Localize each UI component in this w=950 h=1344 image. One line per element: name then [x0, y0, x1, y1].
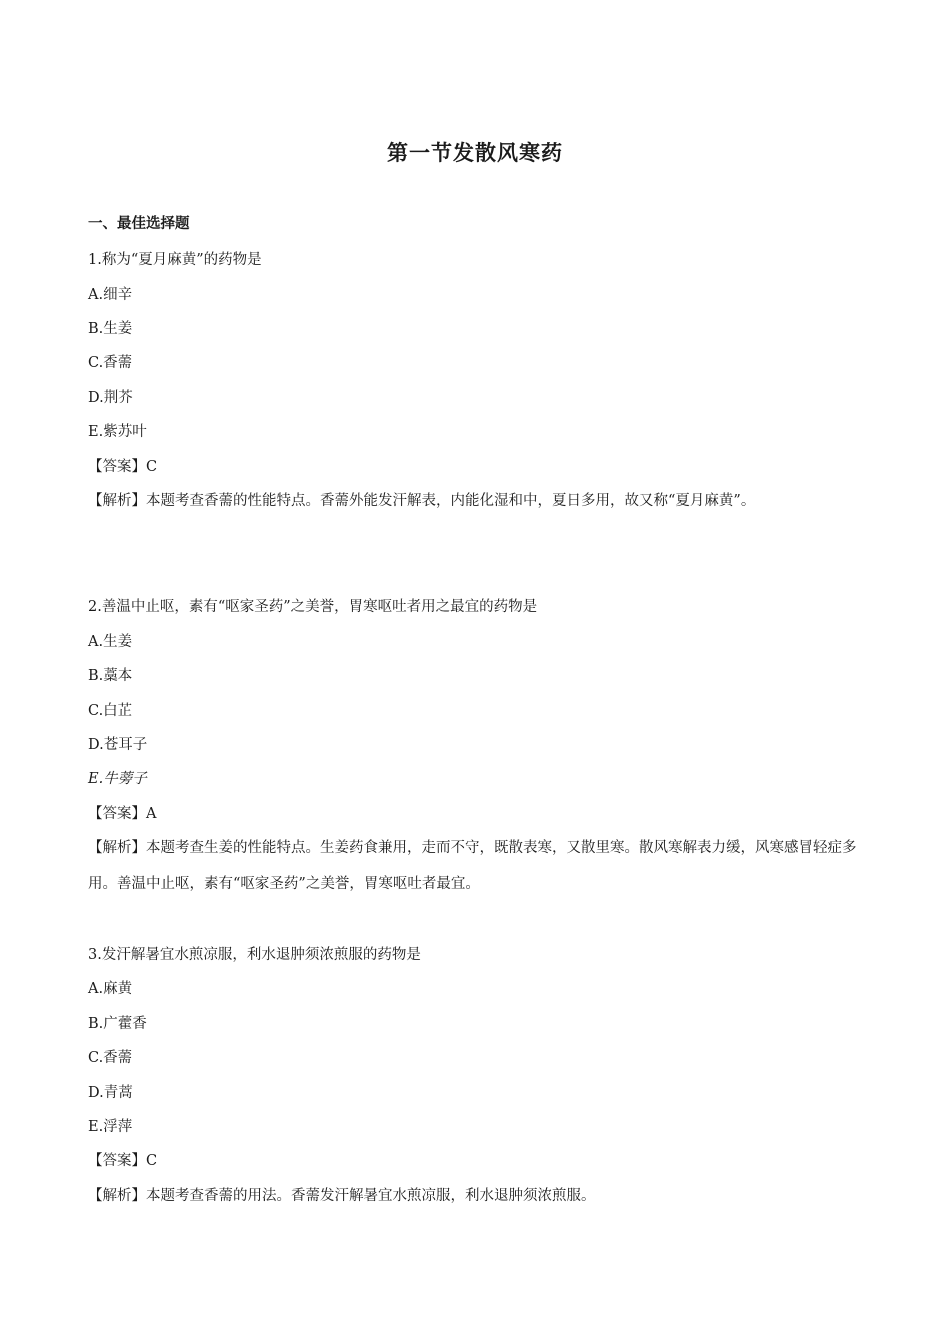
question-3-stem: 3.发汗解暑宜水煎凉服，利水退肿须浓煎服的药物是 — [88, 947, 421, 963]
question-1-answer: 【答案】C — [88, 459, 158, 475]
question-1-option-c: C.香薷 — [88, 355, 133, 371]
question-1-option-a: A.细辛 — [88, 287, 133, 303]
question-2-stem: 2.善温中止呕，素有“呕家圣药”之美誉，胃寒呕吐者用之最宜的药物是 — [88, 599, 538, 615]
question-2-option-e: E.牛蒡子 — [88, 771, 147, 787]
question-2-option-c: C.白芷 — [88, 703, 133, 719]
question-2-answer: 【答案】A — [88, 806, 157, 822]
question-2-option-b: B.藁本 — [88, 668, 133, 684]
question-1-option-d: D.荆芥 — [88, 390, 133, 406]
question-3-option-b: B.广藿香 — [88, 1016, 147, 1032]
question-3-option-e: E.浮萍 — [88, 1119, 133, 1135]
question-3-option-d: D.青蒿 — [88, 1085, 133, 1101]
question-1-stem: 1.称为“夏月麻黄”的药物是 — [88, 252, 262, 268]
question-2-option-a: A.生姜 — [88, 634, 133, 650]
question-3-option-c: C.香薷 — [88, 1050, 133, 1066]
question-2-analysis: 【解析】本题考查生姜的性能特点。生姜药食兼用，走而不守，既散表寒，又散里寒。散风寒解表力缓，风寒感冒轻症多用。善温中止呕，素有“呕家圣药”之美誉，胃寒呕吐者最宜。 — [88, 840, 857, 892]
section-heading: 一、最佳选择题 — [88, 216, 190, 232]
question-3-option-a: A.麻黄 — [88, 981, 133, 997]
question-3-answer: 【答案】C — [88, 1153, 158, 1169]
question-2-option-d: D.苍耳子 — [88, 737, 148, 753]
question-3-analysis: 【解析】本题考查香薷的用法。香薷发汗解暑宜水煎凉服，利水退肿须浓煎服。 — [88, 1188, 596, 1204]
question-1-analysis: 【解析】本题考查香薷的性能特点。香薷外能发汗解表，内能化湿和中，夏日多用，故又称“夏月麻黄”。 — [88, 493, 756, 509]
question-1-option-e: E.紫苏叶 — [88, 424, 147, 440]
page-title: 第一节发散风寒药 — [387, 141, 563, 165]
question-1-option-b: B.生姜 — [88, 321, 133, 337]
